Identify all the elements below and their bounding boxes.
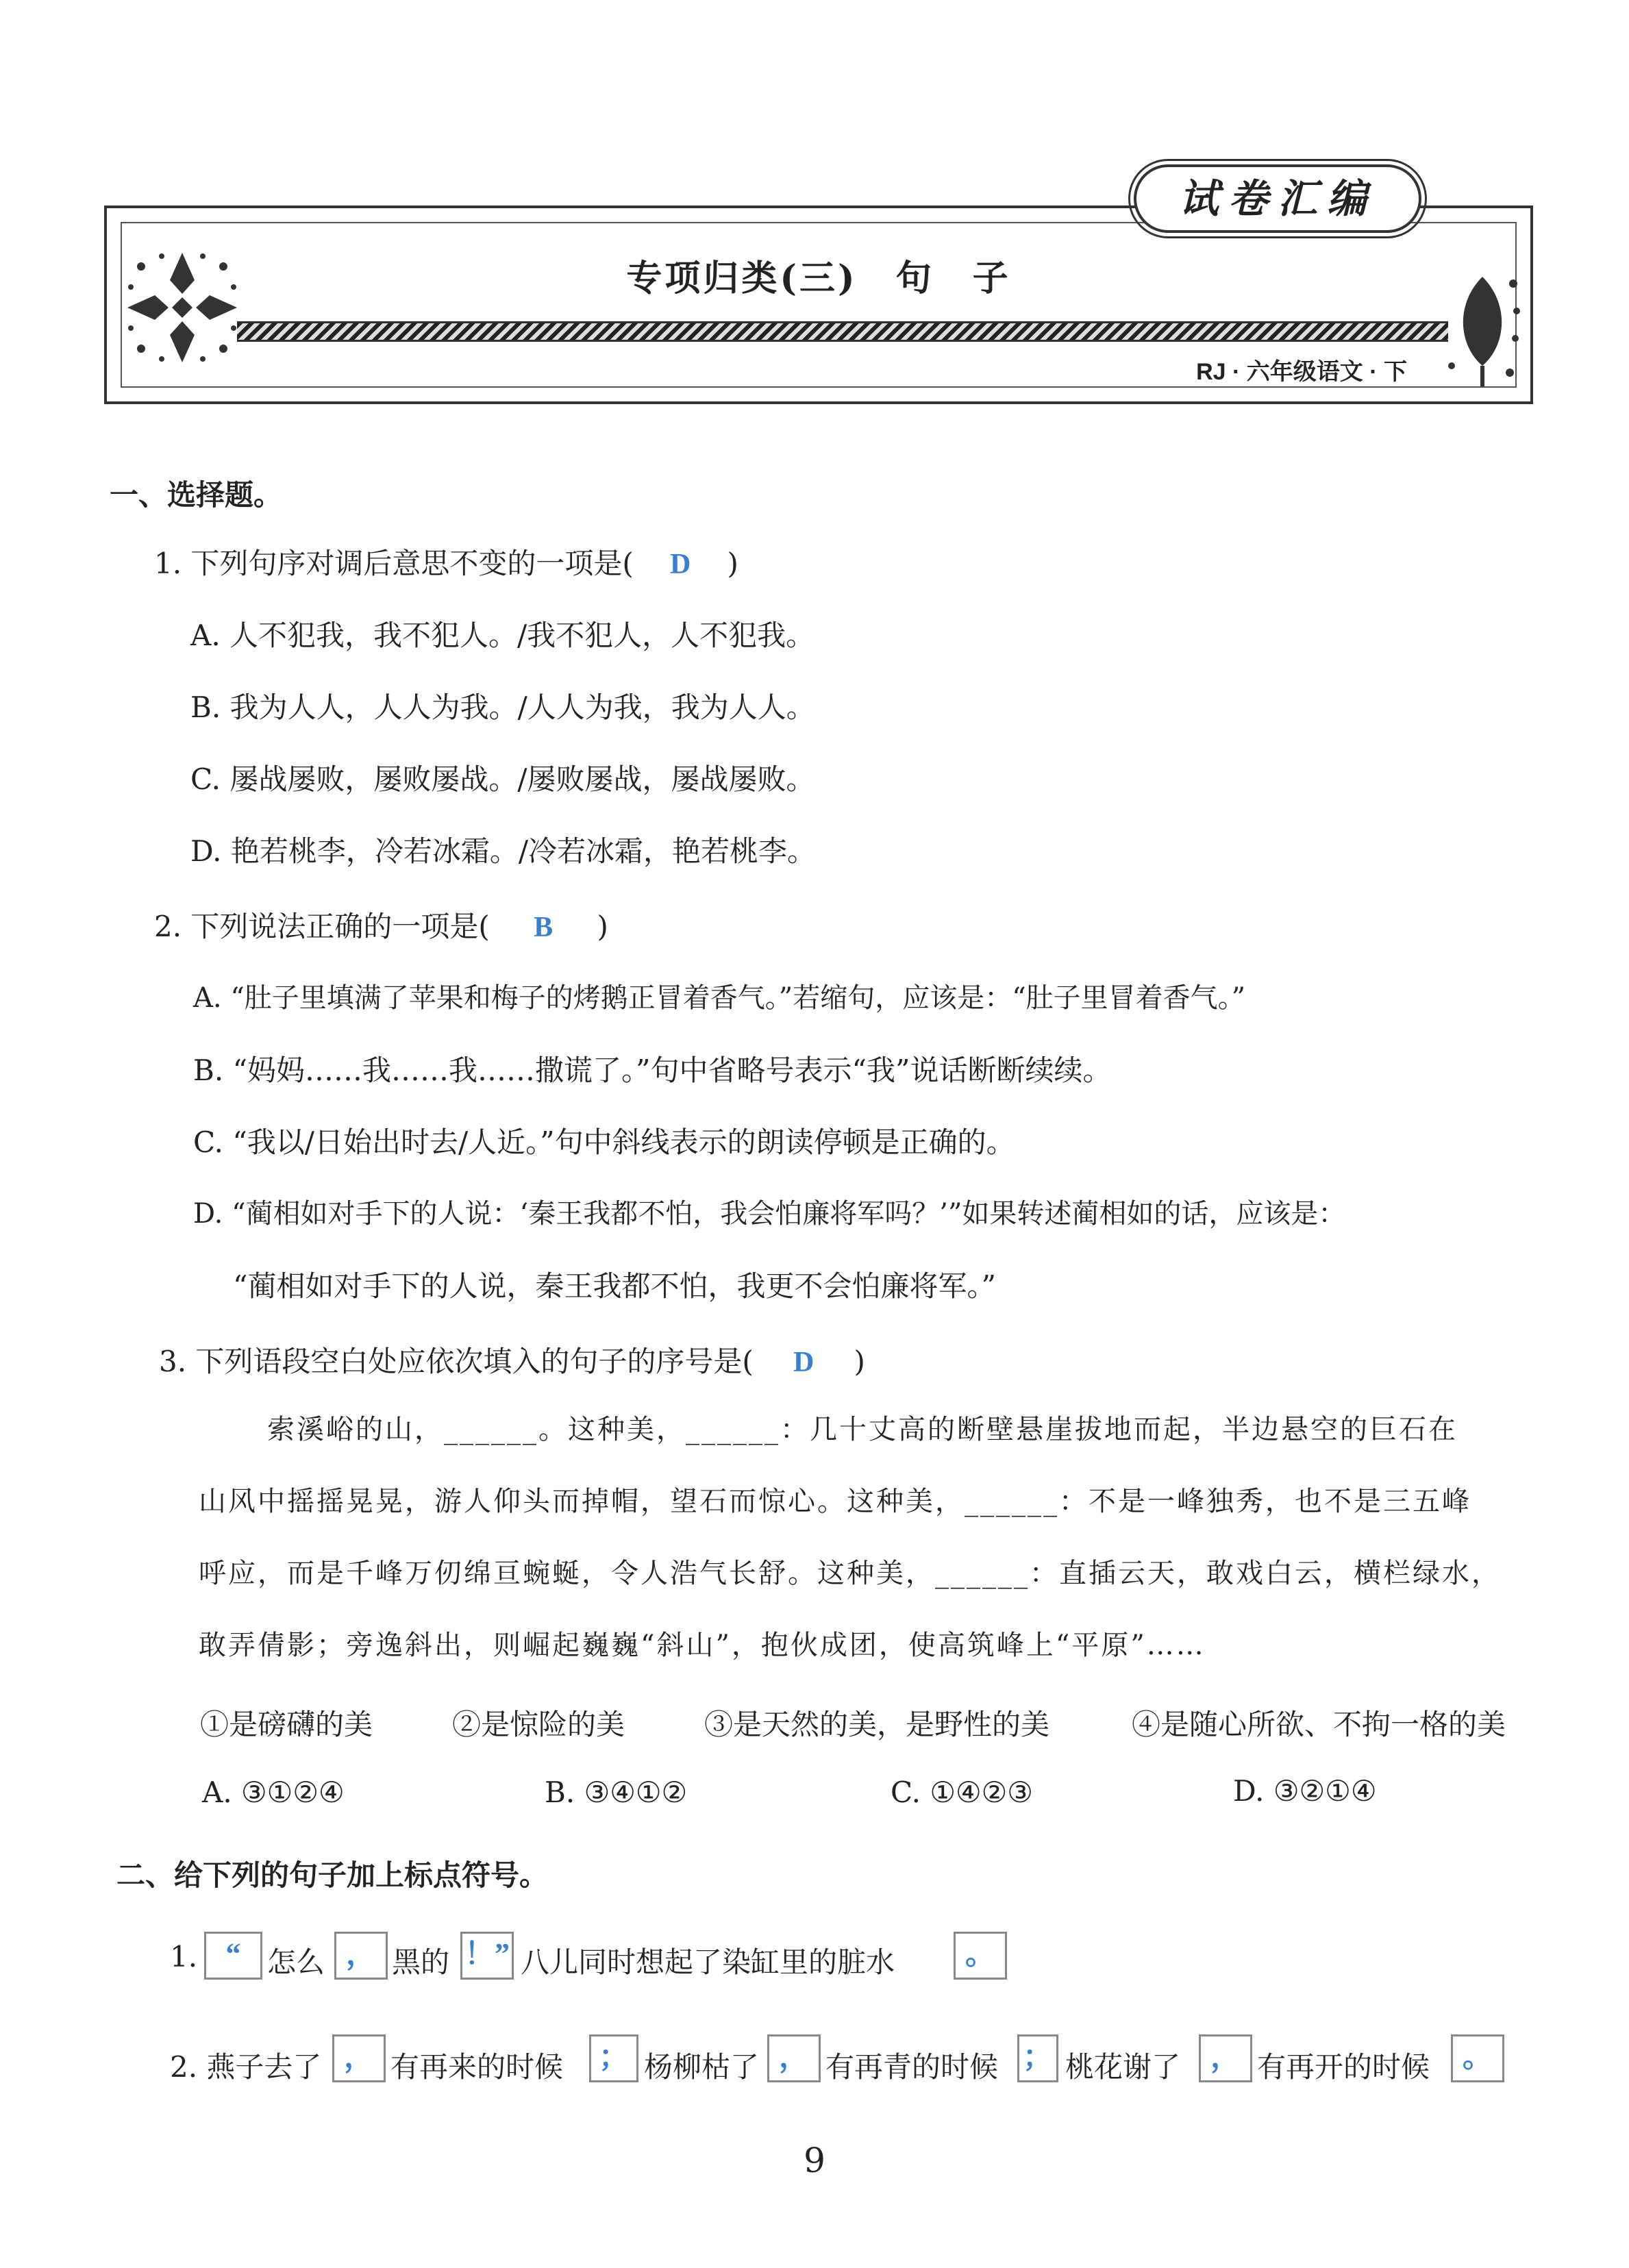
passage-line-2: 山风中摇摇晃晃，游人仰头而掉帽，望石而惊心。这种美，______：不是一峰独秀，也不是三五峰 <box>199 1486 1471 1517</box>
choice-c: C. ①④②③ <box>891 1775 1033 1809</box>
sentence-2-blank-2[interactable]: ； <box>589 2034 638 2082</box>
question-1-option-d: D. 艳若桃李，冷若冰霜。/冷若冰霜，艳若桃李。 <box>190 834 817 868</box>
question-2-answer[interactable]: B <box>534 912 554 943</box>
sentence-2-blank-1[interactable]: ， <box>332 2034 386 2082</box>
badge-label: 试卷汇编 <box>1178 175 1376 222</box>
section-1-heading: 一、选择题。 <box>110 479 283 511</box>
decorative-stripe <box>237 321 1448 342</box>
question-3-answer[interactable]: D <box>793 1347 814 1378</box>
sentence-1-blank-1[interactable]: “ <box>204 1932 262 1980</box>
question-2-option-d: D. “蔺相如对手下的人说：‘秦王我都不怕，我会怕廉将军吗？’”如果转述蔺相如的话，应该是： <box>193 1198 1346 1230</box>
grade-subtitle: RJ · 六年级语文 · 下 <box>1196 359 1407 385</box>
question-1-option-a: A. 人不犯我，我不犯人。/我不犯人，人不犯我。 <box>190 619 815 652</box>
page-number: 9 <box>804 2141 825 2180</box>
question-1-option-c: C. 屡战屡败，屡败屡战。/屡败屡战，屡战屡败。 <box>190 762 815 796</box>
question-1-close: ) <box>727 547 738 580</box>
choice-d: D. ③②①④ <box>1233 1774 1377 1808</box>
sentence-2-text-0: 2. 燕子去了 <box>170 2050 322 2084</box>
sentence-1-blank-3[interactable]: ！” <box>460 1932 514 1980</box>
sentence-1-blank-2[interactable]: ， <box>334 1932 388 1980</box>
passage-line-4: 敢弄倩影；旁逸斜出，则崛起巍巍“斜山”，抱伙成团，使高筑峰上“平原”…… <box>199 1630 1206 1661</box>
choice-b: B. ③④①② <box>545 1775 688 1809</box>
choice-a: A. ③①②④ <box>202 1775 345 1809</box>
question-2-option-b: B. “妈妈……我……我……撒谎了。”句中省略号表示“我”说话断断续续。 <box>193 1054 1112 1087</box>
sentence-2-text-5: 有再开的时候 <box>1257 2050 1430 2084</box>
sentence-1-text-1: 怎么 <box>267 1945 325 1979</box>
item-2: ②是惊险的美 <box>452 1708 625 1741</box>
question-1-stem: 1. 下列句序对调后意思不变的一项是( <box>154 547 634 580</box>
sentence-2-text-2: 杨柳枯了 <box>644 2050 760 2084</box>
sentence-1-text-2: 黑的 <box>392 1945 450 1979</box>
page-title: 专项归类(三) 句 子 <box>626 258 1011 299</box>
question-1-answer[interactable]: D <box>670 549 691 580</box>
item-1: ①是磅礴的美 <box>200 1708 373 1741</box>
sentence-2-text-1: 有再来的时候 <box>390 2050 564 2084</box>
sentence-1-number: 1. <box>170 1940 198 1973</box>
question-1-option-b: B. 我为人人，人人为我。/人人为我，我为人人。 <box>190 690 815 724</box>
question-2-close: ) <box>597 910 608 943</box>
question-3 <box>159 1339 865 1380</box>
sentence-2-text-4: 桃花谢了 <box>1065 2050 1181 2084</box>
item-4: ④是随心所欲、不拘一格的美 <box>1132 1708 1506 1741</box>
sentence-1-text-3: 八儿同时想起了染缸里的脏水 <box>521 1945 895 1979</box>
question-2-stem: 2. 下列说法正确的一项是( <box>154 910 490 943</box>
question-2-option-c: C. “我以/日始出时去/人近。”句中斜线表示的朗读停顿是正确的。 <box>193 1125 1015 1159</box>
question-1 <box>154 541 738 582</box>
passage-line-1: 索溪峪的山，______。这种美，______：几十丈高的断壁悬崖拔地而起，半边悬空的巨石在 <box>267 1414 1458 1445</box>
section-2-heading: 二、给下列的句子加上标点符号。 <box>116 1859 549 1891</box>
question-3-stem: 3. 下列语段空白处应依次填入的句子的序号是( <box>159 1345 754 1378</box>
question-3-close: ) <box>854 1345 865 1378</box>
sentence-2-blank-4[interactable]: ； <box>1017 2034 1058 2082</box>
passage-line-3: 呼应，而是千峰万仞绵亘蜿蜒，令人浩气长舒。这种美，______：直插云天，敢戏白云，横栏绿水， <box>199 1558 1501 1589</box>
sentence-2-blank-3[interactable]: ， <box>767 2034 821 2082</box>
sentence-2-blank-6[interactable]: 。 <box>1451 2034 1504 2082</box>
question-2-option-a: A. “肚子里填满了苹果和梅子的烤鹅正冒着香气。”若缩句，应该是：“肚子里冒着香气。” <box>193 982 1246 1014</box>
question-2-option-d-continued: “蔺相如对手下的人说，秦王我都不怕，我更不会怕廉将军。” <box>233 1269 996 1303</box>
item-3: ③是天然的美，是野性的美 <box>704 1708 1050 1741</box>
series-badge <box>1134 164 1421 233</box>
sentence-2-text-3: 有再青的时候 <box>825 2050 999 2084</box>
sentence-1-blank-4[interactable]: 。 <box>954 1932 1007 1980</box>
badge-ring <box>1128 159 1427 238</box>
question-2 <box>154 904 608 945</box>
sentence-2-blank-5[interactable]: ， <box>1199 2034 1252 2082</box>
